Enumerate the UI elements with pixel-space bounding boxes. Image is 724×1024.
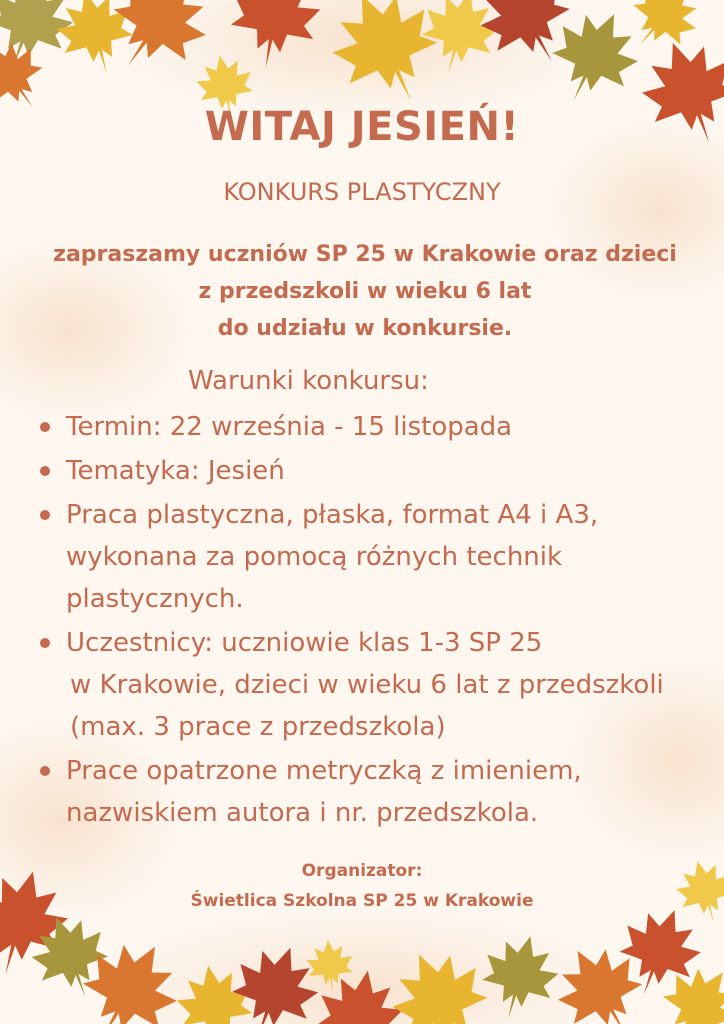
condition-line: w Krakowie, dzieci w wieku 6 lat z przedszkoli [70,670,664,700]
conditions-list [38,406,718,836]
condition-line: wykonana za pomocą różnych technik [66,542,563,572]
list-item [38,750,718,834]
invitation-line: z przedszkoli w wieku 6 lat [198,279,532,304]
condition-line: Praca plastyczna, płaska, format A4 i A3, [66,500,599,530]
bullet-icon [40,422,50,432]
condition-line: Tematyka: Jesień [66,456,285,486]
organizer [0,856,724,916]
bullet-icon [40,466,50,476]
list-item [38,406,718,448]
invitation-line: do udziału w konkursie. [217,316,513,341]
poster-title: WITAJ JESIEŃ! [204,104,520,150]
condition-line: (max. 3 prace z przedszkola) [70,712,446,742]
condition-line: Prace opatrzone metryczką z imieniem, [66,756,582,786]
condition-line: nazwiskiem autora i nr. przedszkola. [66,798,539,828]
invitation-line: zapraszamy uczniów SP 25 w Krakowie oraz dzieci [53,242,677,267]
bullet-icon [40,766,50,776]
list-item [38,494,718,620]
bullet-icon [40,638,50,648]
organizer-name: Świetlica Szkolna SP 25 w Krakowie [190,891,534,911]
organizer-label: Organizator: [301,861,423,881]
condition-line: plastycznych. [66,584,244,614]
poster-subtitle: KONKURS PLASTYCZNY [223,178,501,206]
condition-line: Termin: 22 września - 15 listopada [66,412,513,442]
list-item [38,622,718,748]
condition-line: Uczestnicy: uczniowie klas 1-3 SP 25 [66,628,543,658]
conditions-heading: Warunki konkursu: [188,366,429,396]
bullet-icon [40,510,50,520]
list-item [38,450,718,492]
invitation-text [20,236,710,347]
